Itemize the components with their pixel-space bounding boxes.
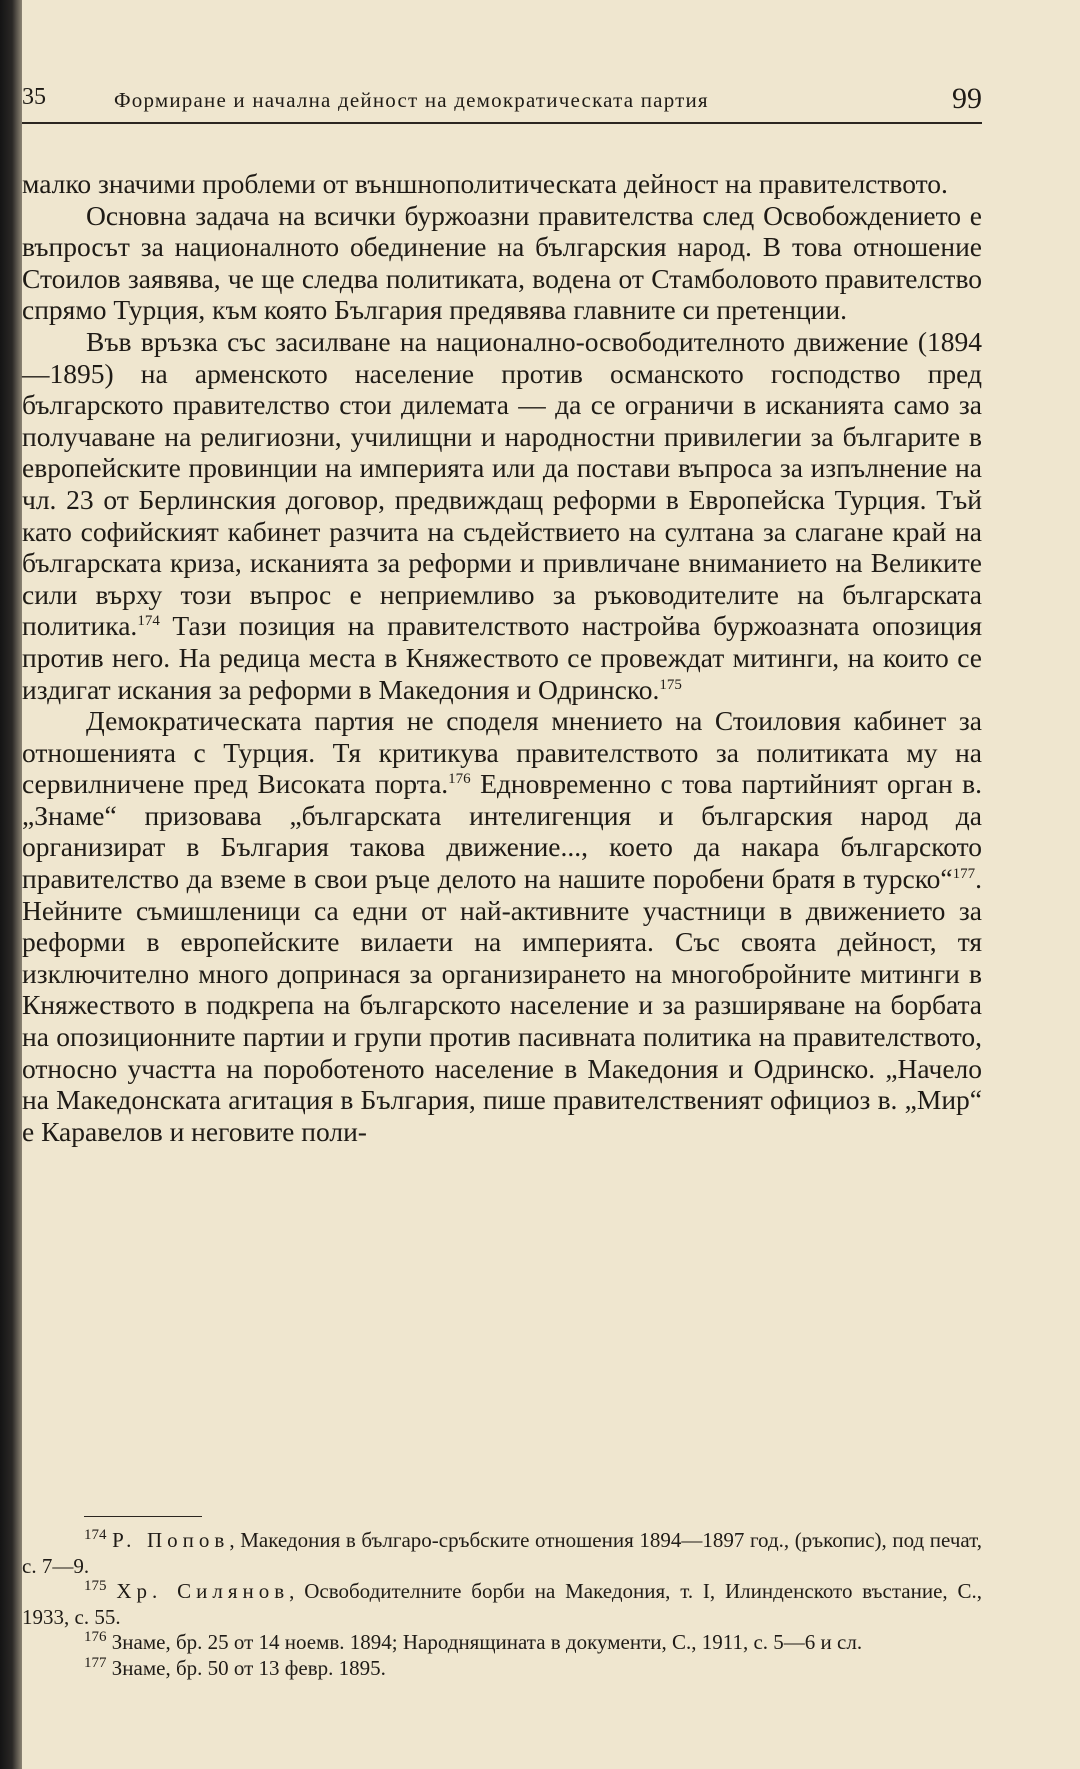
footnote-177 xyxy=(22,1656,982,1682)
footnote-number: 174 xyxy=(84,1527,107,1543)
paragraph-3 xyxy=(22,326,982,705)
footnote-number: 175 xyxy=(84,1578,107,1594)
footnote-number: 177 xyxy=(84,1654,107,1671)
footnote-ref-177: 177 xyxy=(952,865,976,882)
paragraph-4-text-b: Едновременно с това партийният орган в. „Знаме“ призовава „българската интелигенция и българския народ да организират в България такова движение..., което да накара българското правителство да вземе в свои ръце делото на нашите поробени братя в турско“ xyxy=(22,768,983,895)
running-header xyxy=(22,80,982,124)
running-title: Формиране и начална дейност на демократическата партия xyxy=(114,88,709,112)
footnotes xyxy=(22,1528,982,1681)
paragraph-3-text-b: Тази позиция на правителството настройва буржоазната опозиция против него. На редица места в Княжеството се провеждат митинги, на които се издигат искания за реформи в Македония и Одринско. xyxy=(22,610,982,705)
footnote-ref-175: 175 xyxy=(659,676,682,693)
footnote-author: Хр. Силянов xyxy=(116,1579,290,1603)
body-text xyxy=(22,168,982,1147)
book-spine-shadow xyxy=(0,0,22,1769)
paragraph-2: Основна задача на всички буржоазни правителства след Освобождението е въпросът за националното обединение на българския народ. В това отношение Стоилов заявява, че ще следва политиката, водена от Стамболовото правителство спрямо Турция, към която България предявява главните си претенции. xyxy=(22,199,982,326)
page-number: 99 xyxy=(952,82,982,115)
footnote-text: Знаме, бр. 50 от 13 февр. 1895. xyxy=(111,1655,386,1680)
footnote-ref-176: 176 xyxy=(448,771,471,788)
book-page xyxy=(22,0,1032,1769)
paragraph-3-text-a: Във връзка със засилване на национално-освободителното движение (1894—1895) на арменското население против османското господство пред българското правителство стои дилемата — да се ограничи в исканията само за получаване на религиозни, училищни и народностни привилегии за българите в европейските провинции на империята или да постави въпроса за изпълнение на чл. 23 от Берлинския договор, предвиждащ реформи в Европейска Турция. Тъй като софийският кабинет разчита на съдействието на султана за слагане край на българската криза, исканията за реформи и привличане вниманието на Великите сили върху този въпрос е неприемливо за ръководителите на българската политика. xyxy=(22,325,982,642)
footnote-author: Р. Попов xyxy=(112,1528,230,1552)
footnote-ref-174: 174 xyxy=(137,613,160,630)
footnote-176 xyxy=(22,1630,982,1656)
paragraph-4-text-a: Демократическата партия не споделя мнението на Стоиловия кабинет за отношенията с Турция. Тя критикува правителството за политиката му на сервилничене пред Високата порта. xyxy=(22,705,982,800)
paragraph-1: малко значими проблеми от външнополитическата дейност на правителството. xyxy=(22,168,948,199)
footnote-separator xyxy=(84,1516,202,1517)
paragraph-4 xyxy=(22,705,982,1147)
footnote-text: , Освободителните борби на Македония, т. I, Илинденското въстание, С., 1933, с. 55. xyxy=(22,1579,983,1629)
footnote-174 xyxy=(22,1528,982,1579)
footnote-number: 176 xyxy=(84,1629,107,1645)
paragraph-4-text-c: . Нейните съмишленици са едни от най-активните участници в движението за реформи в европейските вилаети на империята. Със своята дейност, тя изключително много допринася за организирането на многобройните митинги в Княжеството в подкрепа на българското население и за разширяване на борбата на опозиционните партии и групи против пасивната политика на правителството, относно участта на пороботеното население в Македония и Одринско. „Начело на Македонската агитация в България, пише правителственият официоз в. „Мир“ е Каравелов и неговите поли- xyxy=(22,863,982,1147)
footnote-text: , Македония в българо-сръбските отношения 1894—1897 год., (ръкопис), под печат, с. 7—9. xyxy=(22,1528,983,1578)
prev-page-fragment: 35 xyxy=(22,84,46,110)
footnote-text: Знаме, бр. 25 от 14 ноемв. 1894; Народнящината в документи, С., 1911, с. 5—6 и сл. xyxy=(111,1630,863,1654)
footnote-175 xyxy=(22,1579,982,1630)
